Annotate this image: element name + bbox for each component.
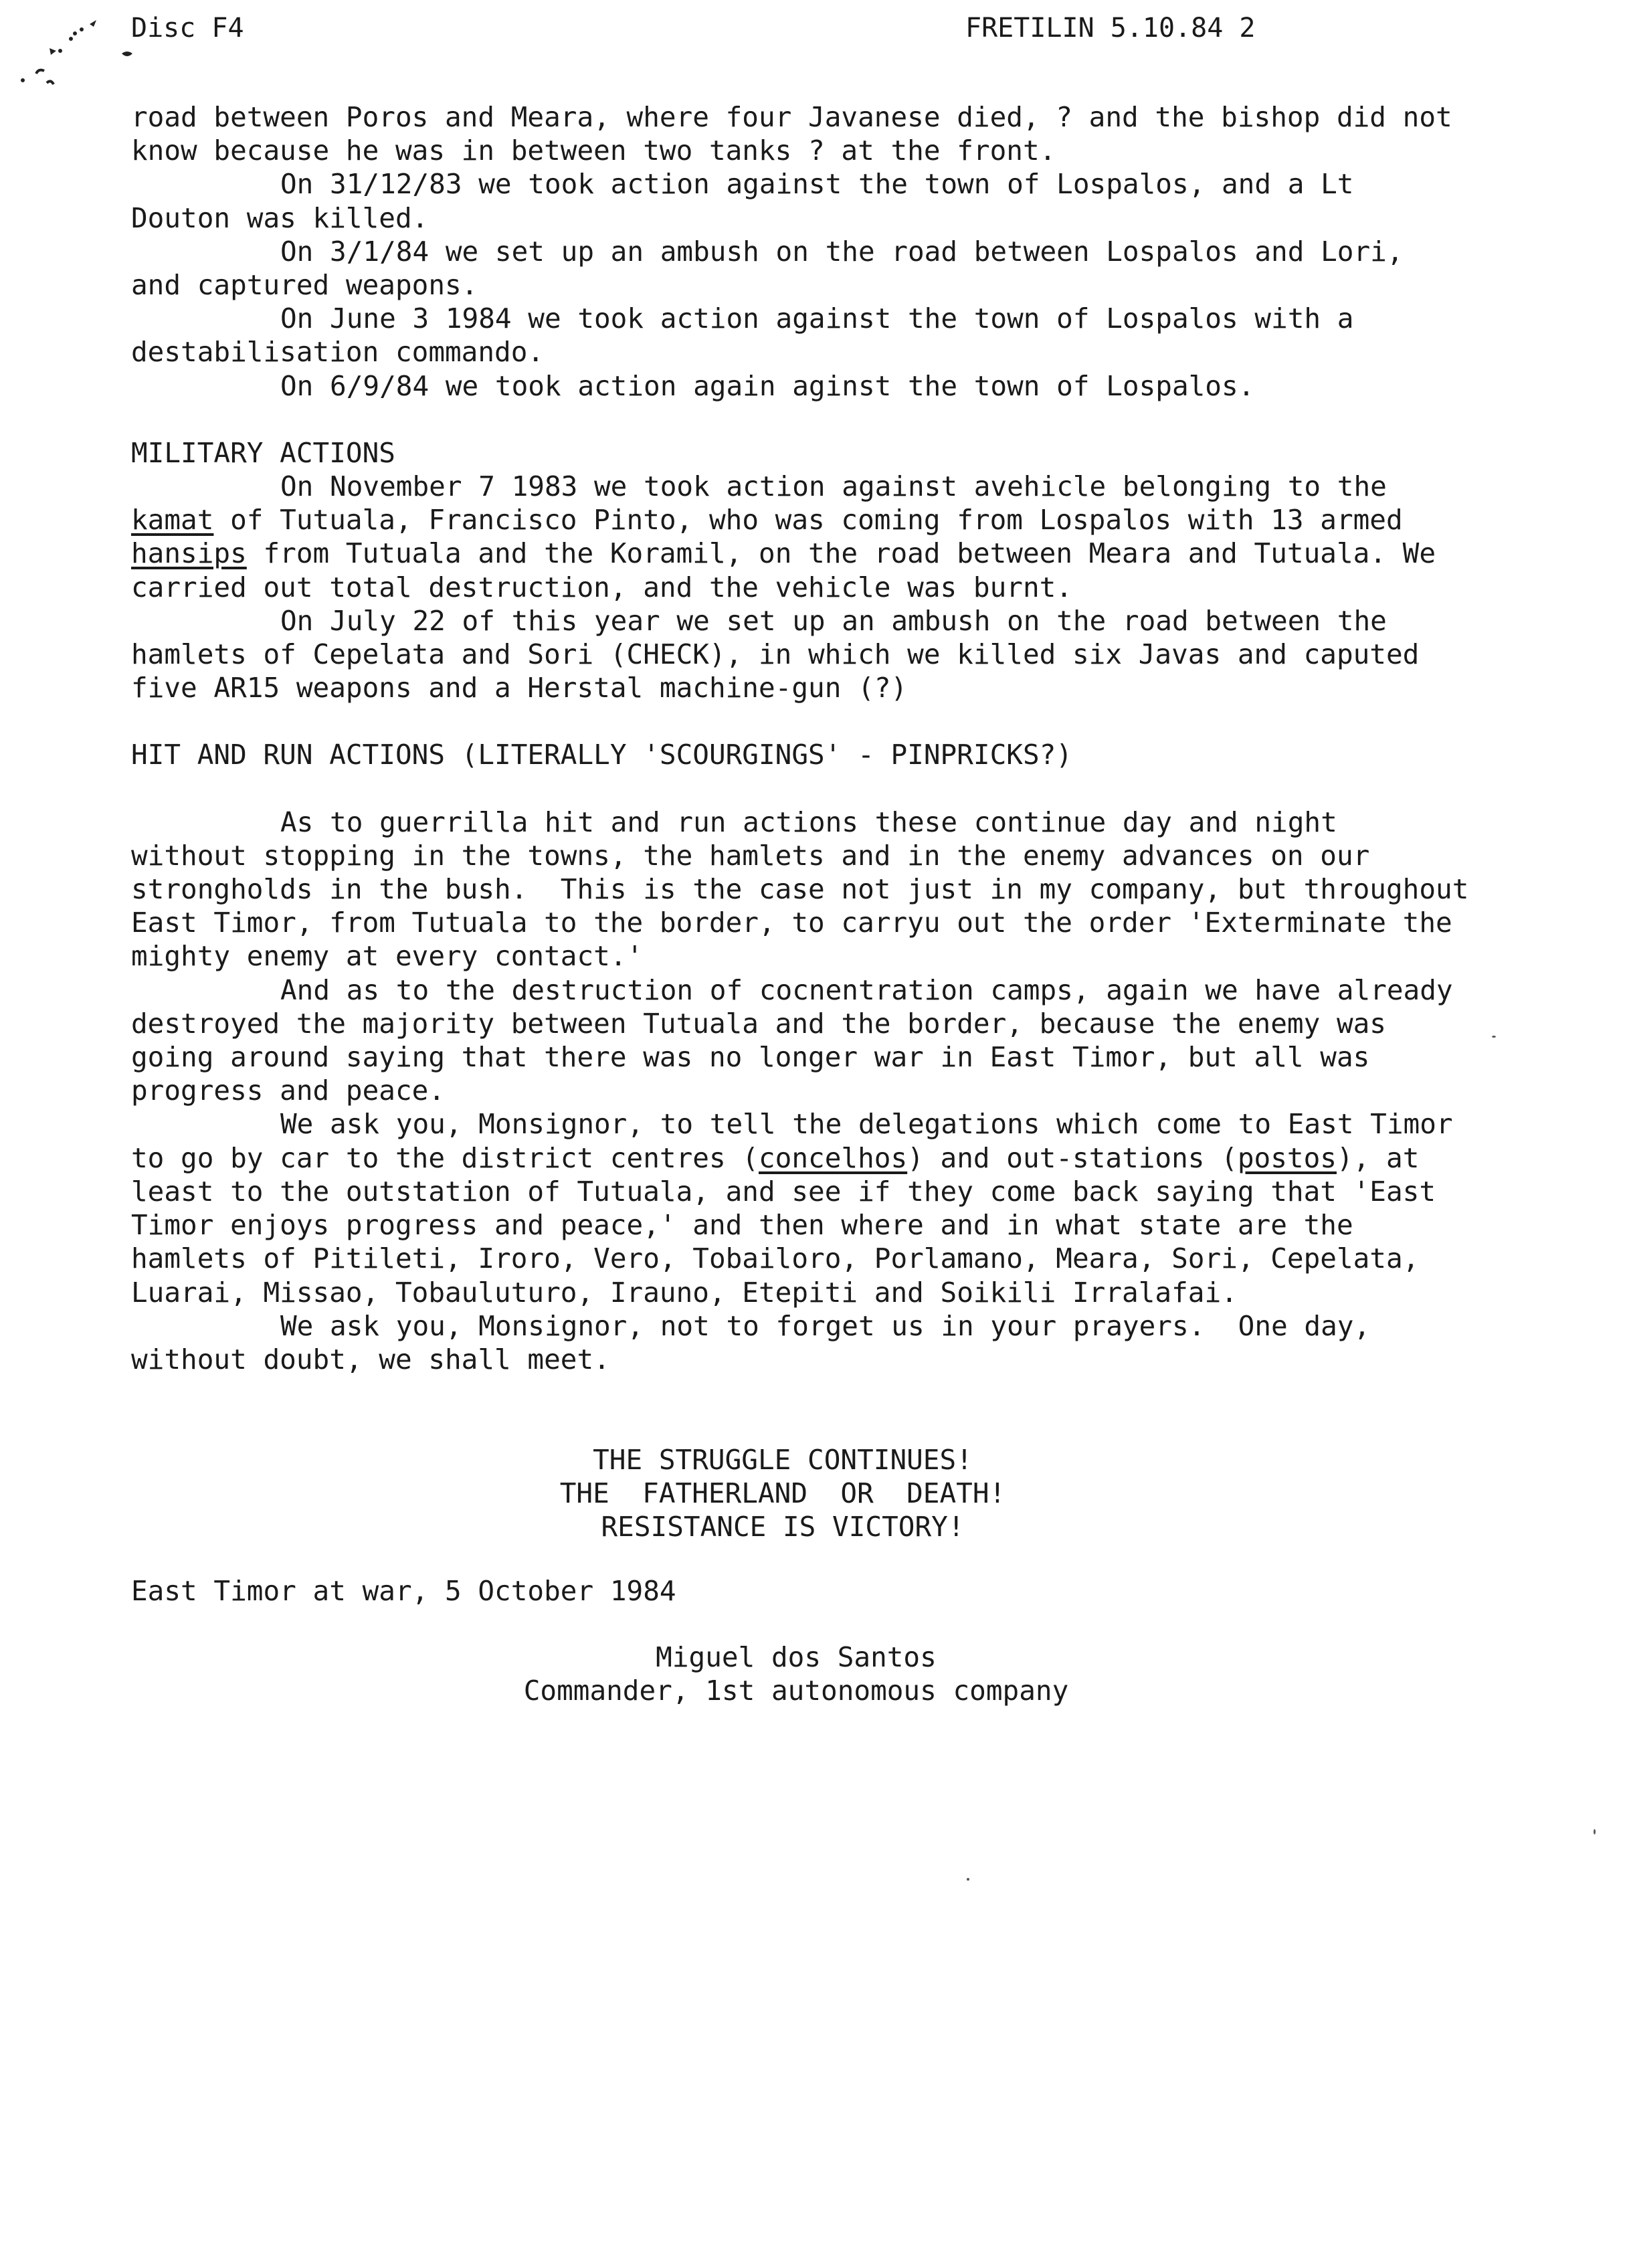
text-segment: On November 7 1983 we took action against avehicle belonging to the — [280, 470, 1404, 503]
slogan-line: THE FATHERLAND OR DEATH! — [559, 1477, 1006, 1510]
underlined-term-hansips: hansips — [131, 537, 247, 570]
paragraph-november-vehicle — [131, 470, 1469, 604]
text-segment: ), at least to the outstation of Tutuala, and see if they come back saying that 'East Timor enjoys progress and peace,' and then where and in what state are the hamlets of Pitileti, Iroro, Vero, Tobailoro, Porlamano, Meara, Sori, Cepelata, Luarai, Missao, Tobauluturo, Irauno, Etepiti and Soikili Irralafai. — [131, 1141, 1452, 1309]
underlined-term-postos: postos — [1237, 1141, 1337, 1174]
paragraph-june: On June 3 1984 we took action against the town of Lospalos with a destabilisation commando. — [131, 302, 1371, 369]
text-segment: from Tutuala and the Koramil, on the road between Meara and Tutuala. We carried out total destruction, and the vehicle was burnt. — [131, 537, 1469, 603]
underlined-term-concelhos: concelhos — [759, 1141, 908, 1174]
text-segment: of Tutuala, Francisco Pinto, who was coming from Lospalos with 13 armed — [213, 504, 1420, 537]
slogan-line: RESISTANCE IS VICTORY! — [601, 1511, 965, 1543]
signature-block — [482, 1640, 1111, 1707]
header-reference: FRETILIN 5.10.84 2 — [965, 13, 1256, 43]
slogans-block — [488, 1443, 1077, 1544]
underlined-term-kamat: kamat — [131, 504, 214, 537]
paragraph-guerrilla: As to guerrilla hit and run actions these continue day and night without stopping in the towns, the hamlets and in the enemy advances on our strongholds in the bush. This is the case not just in my company, but throughout East Timor, from Tutuala to the border, to carryu out the order 'Exterminate the mighty enemy at every contact.' — [131, 806, 1486, 973]
paragraph-delegations — [131, 1107, 1469, 1309]
hit-and-run-heading: HIT AND RUN ACTIONS (LITERALLY 'SCOURGINGS' - PINPRICKS?) — [131, 739, 1072, 771]
signatory-name: Miguel dos Santos — [656, 1641, 937, 1673]
dateline: East Timor at war, 5 October 1984 — [131, 1575, 676, 1607]
paragraph-lospalos-dec: On 31/12/83 we took action against the town of Lospalos, and a Lt Douton was killed. — [131, 168, 1371, 234]
scan-speck — [967, 1878, 969, 1881]
paragraph-prayers: We ask you, Monsignor, not to forget us in your prayers. One day, without doubt, we shall meet. — [131, 1309, 1387, 1376]
letter-body — [131, 100, 1486, 1376]
paragraph-road: road between Poros and Meara, where four Javanese died, ? and the bishop did not know because he was in between two tanks ? at the front. — [131, 101, 1469, 167]
scan-speck — [1492, 1036, 1496, 1038]
paragraph-ambush-lori: On 3/1/84 we set up an ambush on the road between Lospalos and Lori, and captured weapons. — [131, 235, 1420, 302]
scan-speck — [1594, 1829, 1596, 1834]
paragraph-camps: And as to the destruction of cocnentration camps, again we have already destroyed the majority between Tutuala and the border, because the enemy was going around saying that there was no longer war in East Timor, but all was progress and peace. — [131, 973, 1470, 1107]
text-segment: ) and out-stations ( — [907, 1141, 1238, 1174]
military-actions-heading: MILITARY ACTIONS — [131, 436, 395, 469]
text-segment: We ask you, Monsignor, to tell the delegations which come to East Timor to go by car to the district centres ( — [131, 1108, 1470, 1174]
paragraph-sept: On 6/9/84 we took action again aginst the town of Lospalos. — [280, 369, 1255, 402]
slogan-line: THE STRUGGLE CONTINUES! — [593, 1444, 973, 1476]
paragraph-july-ambush: On July 22 of this year we set up an ambush on the road between the hamlets of Cepelata and Sori (CHECK), in which we killed six Javas and caputed five AR15 weapons and a Herstal machine-gun (?) — [131, 604, 1436, 704]
header-disc-label: Disc F4 — [131, 13, 244, 43]
signatory-title: Commander, 1st autonomous company — [523, 1675, 1069, 1707]
